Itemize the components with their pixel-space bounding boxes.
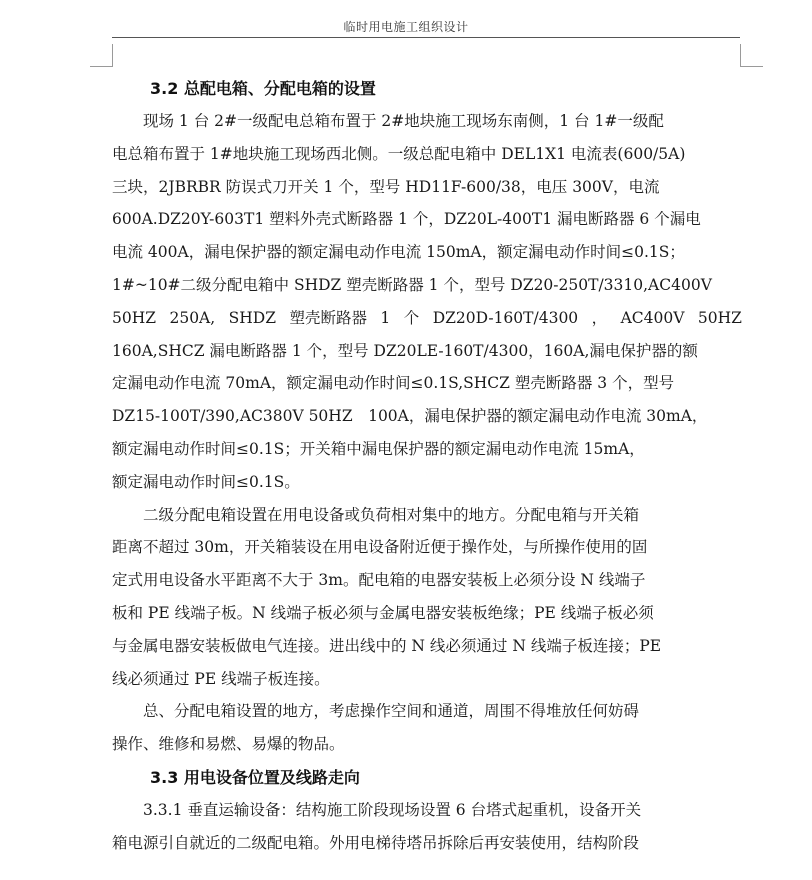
header-rule (112, 37, 740, 38)
text-token: 1 (380, 308, 391, 327)
text-line: 与金属电器安装板做电气连接。进出线中的 N 线必须通过 N 线端子板连接；PE (112, 636, 662, 655)
text-line: 电流 400A，漏电保护器的额定漏电动作电流 150mA，额定漏电动作时间≤0.1S； (112, 243, 685, 262)
text-line: 三块，2JBRBR 防误式刀开关 1 个，型号 HD11F-600/38，电压 300V，电流 (112, 177, 660, 196)
text-line: 距离不超过 30m，开关箱装设在用电设备附近便于操作处，与所操作使用的固 (112, 538, 648, 557)
section-heading-3-3: 3.3 用电设备位置及线路走向 (150, 767, 360, 787)
text-line: 现场 1 台 2#一级配电总箱布置于 2#地块施工现场东南侧，1 台 1#一级配 (112, 112, 664, 130)
text-line: 线必须通过 PE 线端子板连接。 (112, 669, 330, 688)
page-header-title: 临时用电施工组织设计 (343, 20, 469, 34)
document-body (112, 72, 742, 860)
paragraph-vertical-transport (112, 794, 742, 860)
text-token: 50HZ (112, 308, 157, 327)
text-line: 定式用电设备水平距离不大于 3m。配电箱的电器安装板上必须分设 N 线端子 (112, 571, 646, 590)
text-line: 箱电源引自就近的二级配电箱。外用电梯待塔吊拆除后再安装使用，结构阶段 (112, 833, 640, 852)
text-line: 二级分配电箱设置在用电设备或负荷相对集中的地方。分配电箱与开关箱 (112, 505, 640, 524)
crop-mark-top-left (90, 44, 113, 67)
text-token: AC400V (620, 308, 685, 327)
text-token: 个 (403, 308, 420, 327)
text-token: 250A, (169, 308, 216, 327)
section-heading-3-2: 3.2 总配电箱、分配电箱的设置 (150, 79, 376, 98)
paragraph-distribution-boxes (112, 105, 742, 499)
text-line: 额定漏电动作时间≤0.1S；开关箱中漏电保护器的额定漏电动作电流 15mA， (112, 439, 645, 458)
text-token: 50HZ (697, 308, 742, 327)
text-line: 板和 PE 线端子板。N 线端子板必须与金属电器安装板绝缘；PE 线端子板必须 (112, 603, 654, 622)
text-line: 电总箱布置于 1#地块施工现场西北侧。一级总配电箱中 DEL1X1 电流表(600/5A) (112, 144, 686, 163)
text-token: 塑壳断路器 (289, 308, 367, 327)
text-line-justified (112, 302, 742, 335)
text-line: 额定漏电动作时间≤0.1S。 (112, 472, 300, 491)
text-token: DZ20D-160T/4300 (432, 308, 579, 327)
text-line: 160A,SHCZ 漏电断路器 1 个，型号 DZ20LE-160T/4300，160A,漏电保护器的额 (112, 341, 698, 360)
text-line: 600A.DZ20Y-603T1 塑料外壳式断路器 1 个，DZ20L-400T1 漏电断路器 6 个漏电 (112, 210, 701, 229)
text-line: 3.3.1 垂直运输设备：结构施工阶段现场设置 6 台塔式起重机，设备开关 (112, 800, 642, 819)
text-token: ， (591, 308, 608, 327)
crop-mark-top-right (740, 44, 763, 67)
paragraph-placement (112, 695, 742, 761)
text-token: SHDZ (228, 308, 276, 327)
text-line: 操作、维修和易燃、易爆的物品。 (112, 735, 345, 754)
text-line: 总、分配电箱设置的地方，考虑操作空间和通道，周围不得堆放任何妨碍 (112, 702, 640, 721)
text-line: DZ15-100T/390,AC380V 50HZ 100A，漏电保护器的额定漏电动作电流 30mA， (112, 407, 708, 426)
text-line: 定漏电动作电流 70mA，额定漏电动作时间≤0.1S,SHCZ 塑壳断路器 3 个，型号 (112, 374, 675, 393)
text-line: 1#~10#二级分配电箱中 SHDZ 塑壳断路器 1 个，型号 DZ20-250T/3310,AC400V (112, 275, 712, 294)
paragraph-secondary-boxes (112, 499, 742, 696)
